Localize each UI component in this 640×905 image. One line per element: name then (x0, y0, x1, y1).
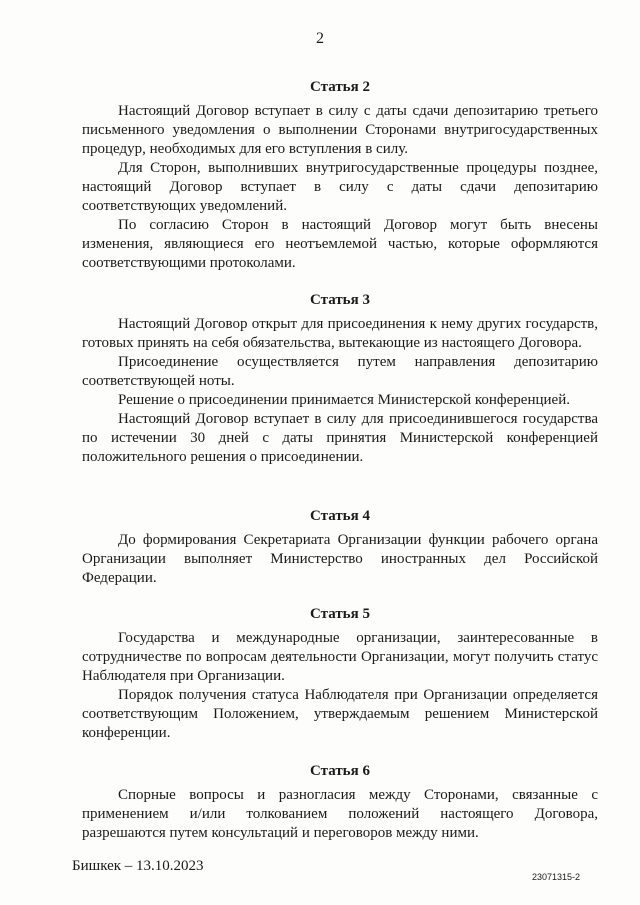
article-paragraph: Государства и международные организации, заинтересованные в сотрудничестве по вопросам деятельности Организации, могут получить статус Наблюдателя при Организации. (82, 630, 598, 684)
article-paragraph: Порядок получения статуса Наблюдателя при Организации определяется соответствующим Положением, утверждаемым решением Министерской конференции. (82, 687, 598, 741)
page-number: 2 (316, 30, 324, 47)
article-heading: Статья 6 (310, 763, 370, 779)
article-3 (82, 291, 598, 467)
article-paragraph: Решение о присоединении принимается Министерской конференцией. (118, 392, 570, 408)
article-paragraph: Спорные вопросы и разногласия между Сторонами, связанные с применением и/или толкованием положений настоящего Договора, разрешаются путем консультаций и переговоров между ними. (82, 787, 598, 841)
article-paragraph: По согласию Сторон в настоящий Договор могут быть внесены изменения, являющиеся его неотъемлемой частью, которые оформляются соответствующими протоколами. (82, 217, 598, 271)
article-5 (82, 605, 598, 743)
article-4 (82, 507, 598, 588)
article-paragraph: До формирования Секретариата Организации функции рабочего органа Организации выполняет Министерство иностранных дел Российской Федерации. (82, 532, 598, 586)
article-heading: Статья 4 (310, 508, 370, 524)
footer-doc-code: 23071315-2 (532, 872, 581, 882)
article-paragraph: Настоящий Договор открыт для присоединения к нему других государств, готовых принять на себя обязательства, вытекающие из настоящего Договора. (82, 316, 598, 351)
article-paragraph: Для Сторон, выполнивших внутригосударственные процедуры позднее, настоящий Договор вступает в силу с даты сдачи депозитарию соответствующих уведомлений. (82, 160, 598, 214)
article-paragraph: Присоединение осуществляется путем направления депозитарию соответствующей ноты. (82, 354, 598, 389)
article-paragraph: Настоящий Договор вступает в силу с даты сдачи депозитарию третьего письменного уведомления о выполнении Сторонами внутригосударственных процедур, необходимых для его вступления в силу. (82, 103, 598, 157)
article-2 (82, 78, 598, 273)
article-heading: Статья 3 (310, 292, 370, 308)
article-paragraph: Настоящий Договор вступает в силу для присоединившегося государства по истечении 30 дней с даты принятия Министерской конференцией положительного решения о присоединении. (82, 411, 598, 465)
article-6 (82, 762, 598, 843)
article-heading: Статья 5 (310, 606, 370, 622)
article-heading: Статья 2 (310, 79, 370, 95)
footer-place-date: Бишкек – 13.10.2023 (72, 858, 204, 874)
